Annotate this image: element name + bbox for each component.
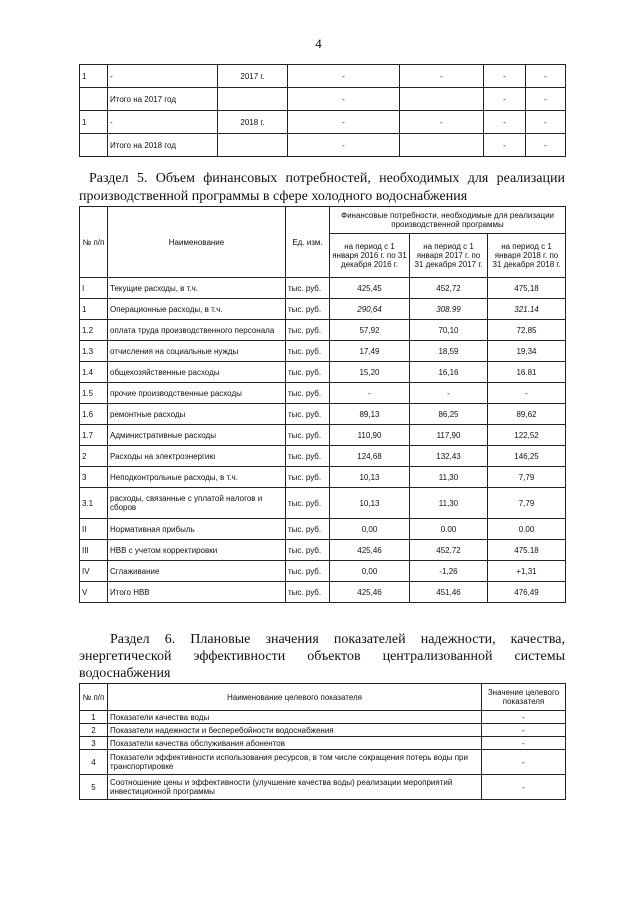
table-row: [80, 519, 566, 540]
section5-heading-line2: производственной программы в сфере холодного водоснабжения: [79, 189, 468, 204]
row-name: Текущие расходы, в т.ч.: [108, 278, 286, 299]
table-row: [80, 425, 566, 446]
row-name: Показатели надежности и бесперебойности водоснабжения: [108, 724, 482, 737]
table-row: [80, 404, 566, 425]
header-name: Наименование целевого показателя: [108, 684, 482, 711]
header-period-2017: на период с 1 января 2017 г. по 31 декабря 2017 г.: [410, 234, 488, 278]
value-2017: -: [410, 383, 488, 404]
row-value: -: [482, 775, 566, 800]
row-num: 1.7: [80, 425, 108, 446]
value-2016: 110,90: [330, 425, 410, 446]
row-num: V: [80, 582, 108, 603]
table-row: [80, 446, 566, 467]
row-unit: тыс. руб.: [286, 341, 330, 362]
row-num: 1: [80, 711, 108, 724]
value-2017: 117,90: [410, 425, 488, 446]
top-table-cell: -: [400, 65, 484, 88]
header-num: № п/п: [80, 684, 108, 711]
value-2016: 0,00: [330, 561, 410, 582]
row-num: I: [80, 278, 108, 299]
row-unit: тыс. руб.: [286, 404, 330, 425]
row-name: Неподконтрольные расходы, в т.ч.: [108, 467, 286, 488]
row-value: -: [482, 750, 566, 775]
top-table-cell: -: [288, 88, 400, 111]
value-2016: 57,92: [330, 320, 410, 341]
section5-heading-line1: Раздел 5. Объем финансовых потребностей, необходимых для реализации: [89, 171, 565, 186]
row-unit: тыс. руб.: [286, 425, 330, 446]
table-row: [80, 278, 566, 299]
section6-heading-line1: Раздел 6. Плановые значения показателей надежности, качества,: [110, 632, 565, 647]
top-table-cell: 1: [80, 111, 108, 134]
value-2016: 17,49: [330, 341, 410, 362]
row-num: 1.6: [80, 404, 108, 425]
row-name: Показатели эффективности использования ресурсов, в том числе сокращения потерь воды при транспортировке: [108, 750, 482, 775]
row-num: III: [80, 540, 108, 561]
value-2017: -1,26: [410, 561, 488, 582]
value-2016: 10,13: [330, 488, 410, 519]
value-2018: 89,62: [488, 404, 566, 425]
row-num: II: [80, 519, 108, 540]
value-2017: 18,59: [410, 341, 488, 362]
row-num: 1: [80, 299, 108, 320]
value-2018: 19,34: [488, 341, 566, 362]
value-2016: 425,46: [330, 582, 410, 603]
row-value: -: [482, 724, 566, 737]
top-table-cell: Итого на 2018 год: [108, 134, 218, 157]
row-name: Показатели качества обслуживания абонентов: [108, 737, 482, 750]
value-2018: 72,85: [488, 320, 566, 341]
table-row: [80, 134, 566, 157]
value-2018: -: [488, 383, 566, 404]
header-name: Наименование: [108, 207, 286, 278]
row-unit: тыс. руб.: [286, 362, 330, 383]
top-table-cell: 2018 г.: [218, 111, 288, 134]
value-2017: 452,72: [410, 540, 488, 561]
table-row: [80, 750, 566, 775]
page-number: 4: [315, 36, 322, 51]
top-table-cell: [80, 88, 108, 111]
top-table-cell: -: [526, 88, 566, 111]
section6-table: [79, 683, 566, 800]
row-num: 1.3: [80, 341, 108, 362]
value-2017: 308.99: [410, 299, 488, 320]
value-2017: 0.00: [410, 519, 488, 540]
top-table-cell: Итого на 2017 год: [108, 88, 218, 111]
table-row: [80, 383, 566, 404]
row-name: Соотношение цены и эффективности (улучшение качества воды) реализации мероприятий инвестиционной программы: [108, 775, 482, 800]
table-row: [80, 711, 566, 724]
value-2017: 16,16: [410, 362, 488, 383]
table-row: [80, 724, 566, 737]
row-num: 5: [80, 775, 108, 800]
top-table-cell: -: [400, 111, 484, 134]
row-unit: тыс. руб.: [286, 320, 330, 341]
value-2017: 11,30: [410, 467, 488, 488]
value-2016: 290,64: [330, 299, 410, 320]
top-table-cell: -: [526, 111, 566, 134]
top-table-cell: [218, 134, 288, 157]
row-name: ремонтные расходы: [108, 404, 286, 425]
row-num: 1.4: [80, 362, 108, 383]
table-row: [80, 775, 566, 800]
value-2016: -: [330, 383, 410, 404]
top-table-cell: [218, 88, 288, 111]
value-2017: 452,72: [410, 278, 488, 299]
value-2016: 124,68: [330, 446, 410, 467]
value-2016: 425,46: [330, 540, 410, 561]
row-num: 1.2: [80, 320, 108, 341]
top-table-cell: -: [484, 134, 526, 157]
value-2018: 122,52: [488, 425, 566, 446]
row-num: 4: [80, 750, 108, 775]
value-2018: 7,79: [488, 467, 566, 488]
row-name: отчисления на социальные нужды: [108, 341, 286, 362]
row-value: -: [482, 737, 566, 750]
table-row: [80, 467, 566, 488]
row-num: 2: [80, 446, 108, 467]
top-table-cell: -: [108, 65, 218, 88]
row-num: IV: [80, 561, 108, 582]
header-period-2018: на период с 1 января 2018 г. по 31 декабря 2018 г.: [488, 234, 566, 278]
row-unit: тыс. руб.: [286, 561, 330, 582]
table-row: [80, 362, 566, 383]
row-name: Расходы на электроэнергию: [108, 446, 286, 467]
row-unit: тыс. руб.: [286, 299, 330, 320]
top-table-cell: -: [526, 65, 566, 88]
header-num: № п/п: [80, 207, 108, 278]
row-value: -: [482, 711, 566, 724]
top-table: [79, 64, 566, 157]
value-2018: 16.81: [488, 362, 566, 383]
value-2018: 475.18: [488, 540, 566, 561]
row-unit: тыс. руб.: [286, 582, 330, 603]
table-row: [80, 341, 566, 362]
row-unit: тыс. руб.: [286, 540, 330, 561]
table-row: [80, 88, 566, 111]
value-2017: 70,10: [410, 320, 488, 341]
value-2017: 86,25: [410, 404, 488, 425]
top-table-cell: -: [288, 111, 400, 134]
row-num: 1.5: [80, 383, 108, 404]
top-table-cell: -: [484, 65, 526, 88]
value-2016: 425,45: [330, 278, 410, 299]
value-2017: 132,43: [410, 446, 488, 467]
value-2017: 11,30: [410, 488, 488, 519]
value-2017: 451,46: [410, 582, 488, 603]
table-row: [80, 488, 566, 519]
top-table-cell: 1: [80, 65, 108, 88]
table-row: [80, 737, 566, 750]
top-table-cell: -: [484, 111, 526, 134]
row-unit: тыс. руб.: [286, 488, 330, 519]
section6-heading-line3: водоснабжения: [79, 666, 171, 681]
top-table-cell: [400, 88, 484, 111]
row-num: 2: [80, 724, 108, 737]
header-unit: Ед. изм.: [286, 207, 330, 278]
value-2016: 15,20: [330, 362, 410, 383]
row-name: расходы, связанные с уплатой налогов и сборов: [108, 488, 286, 519]
row-num: 3: [80, 737, 108, 750]
row-name: оплата труда производственного персонала: [108, 320, 286, 341]
top-table-cell: -: [288, 65, 400, 88]
header-period-2016: на период с 1 января 2016 г. по 31 декабря 2016 г.: [330, 234, 410, 278]
row-name: Нормативная прибыль: [108, 519, 286, 540]
table-row: [80, 320, 566, 341]
section5-table: [79, 206, 566, 603]
top-table-cell: [400, 134, 484, 157]
row-name: Показатели качества воды: [108, 711, 482, 724]
value-2018: 475,18: [488, 278, 566, 299]
table-row: [80, 65, 566, 88]
value-2018: 476,49: [488, 582, 566, 603]
section6-heading-line2: энергетической эффективности объектов централизованной системы: [79, 649, 565, 664]
value-2016: 89,13: [330, 404, 410, 425]
value-2018: 146,25: [488, 446, 566, 467]
row-name: Сглаживание: [108, 561, 286, 582]
row-name: Операционные расходы, в т.ч.: [108, 299, 286, 320]
row-unit: тыс. руб.: [286, 519, 330, 540]
value-2016: 10,13: [330, 467, 410, 488]
row-unit: тыс. руб.: [286, 446, 330, 467]
row-unit: тыс. руб.: [286, 383, 330, 404]
value-2018: 321.14: [488, 299, 566, 320]
row-name: НВВ с учетом корректировки: [108, 540, 286, 561]
table-row: [80, 111, 566, 134]
top-table-cell: -: [108, 111, 218, 134]
value-2018: 7,79: [488, 488, 566, 519]
header-value: Значение целевого показателя: [482, 684, 566, 711]
row-unit: тыс. руб.: [286, 278, 330, 299]
row-unit: тыс. руб.: [286, 467, 330, 488]
value-2016: 0,00: [330, 519, 410, 540]
top-table-cell: [80, 134, 108, 157]
table-row: [80, 540, 566, 561]
top-table-cell: 2017 г.: [218, 65, 288, 88]
row-num: 3.1: [80, 488, 108, 519]
table-row: [80, 299, 566, 320]
table-row: [80, 582, 566, 603]
row-name: Административные расходы: [108, 425, 286, 446]
top-table-cell: -: [288, 134, 400, 157]
table-row: [80, 561, 566, 582]
top-table-cell: -: [484, 88, 526, 111]
row-num: 3: [80, 467, 108, 488]
header-group: Финансовые потребности, необходимые для реализации производственной программы: [330, 207, 566, 234]
value-2018: 0.00: [488, 519, 566, 540]
top-table-cell: -: [526, 134, 566, 157]
row-name: общехозяйственные расходы: [108, 362, 286, 383]
value-2018: +1,31: [488, 561, 566, 582]
row-name: Итого НВВ: [108, 582, 286, 603]
row-name: прочие производственные расходы: [108, 383, 286, 404]
